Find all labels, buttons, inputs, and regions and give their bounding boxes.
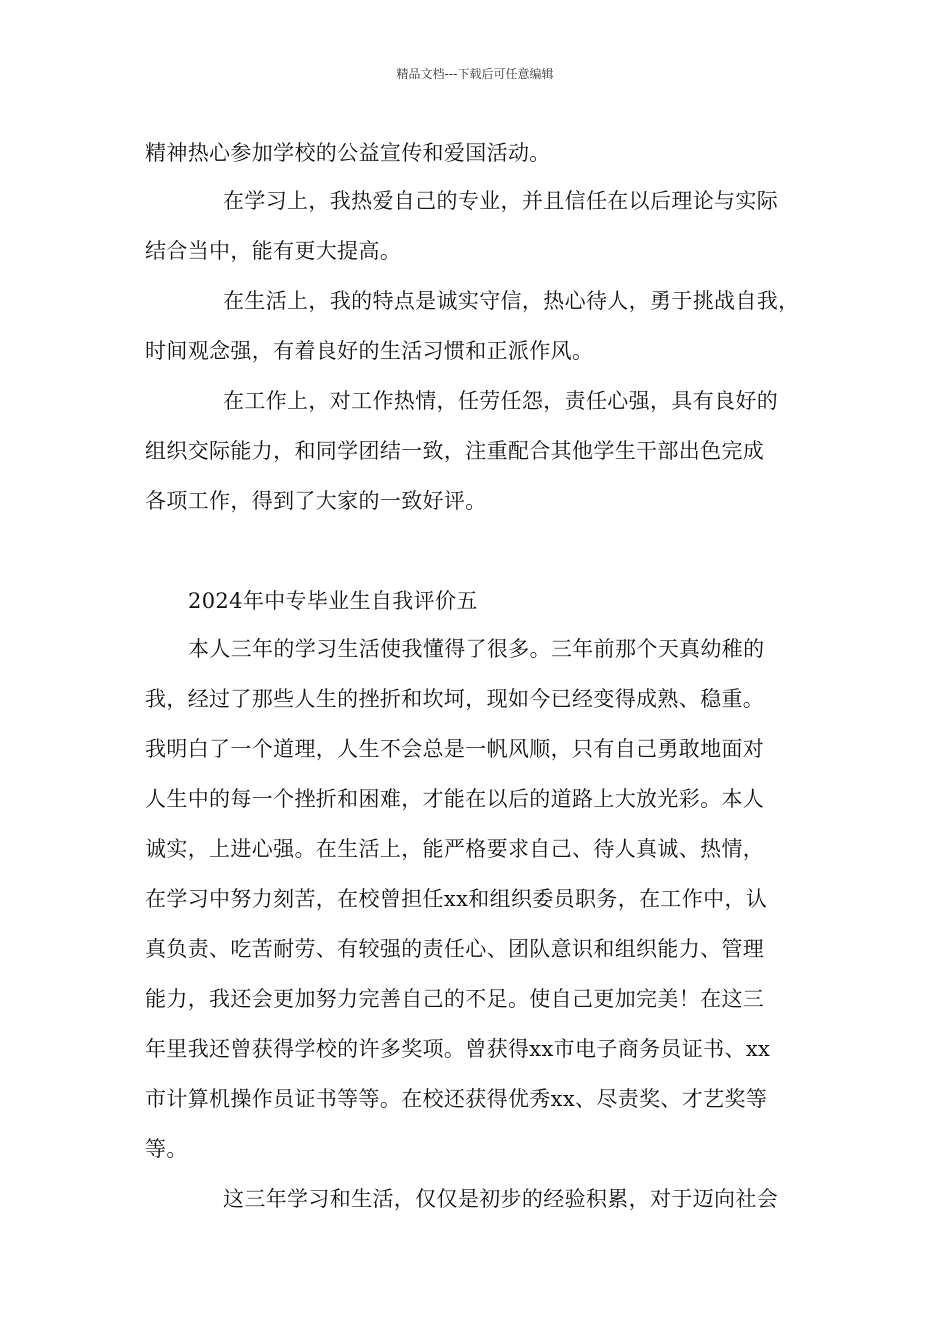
text-line: 年里我还曾获得学校的许多奖项。曾获得xx市电子商务员证书、xx: [145, 1037, 771, 1061]
page-header: 精品文档---下载后可任意编辑: [396, 67, 554, 81]
text-line: 时间观念强，有着良好的生活习惯和正派作风。: [145, 339, 594, 363]
text-line: 人生中的每一个挫折和困难，才能在以后的道路上大放光彩。本人: [145, 787, 765, 811]
text-line: 市计算机操作员证书等等。在校还获得优秀xx、尽责奖、才艺奖等: [145, 1087, 768, 1111]
text-line: 本人三年的学习生活使我懂得了很多。三年前那个天真幼稚的: [188, 637, 765, 661]
text-line: 这三年学习和生活，仅仅是初步的经验积累，对于迈向社会: [223, 1187, 779, 1211]
text-line: 各项工作，得到了大家的一致好评。: [145, 489, 487, 513]
text-line: 结合当中，能有更大提高。: [145, 239, 402, 263]
text-line: 真负责、吃苦耐劳、有较强的责任心、团队意识和组织能力、管理: [145, 937, 765, 961]
text-line: 在学习中努力刻苦，在校曾担任xx和组织委员职务，在工作中，认: [145, 887, 768, 911]
text-line: 在工作上，对工作热情，任劳任怨，责任心强，具有良好的: [223, 389, 779, 413]
text-line: 精神热心参加学校的公益宣传和爱国活动。: [145, 141, 551, 165]
section-title: 2024年中专毕业生自我评价五: [188, 589, 478, 613]
text-line: 诚实，上进心强。在生活上，能严格要求自己、待人真诚、热情，: [145, 837, 765, 861]
text-line: 在生活上，我的特点是诚实守信，热心待人，勇于挑战自我，: [223, 289, 800, 313]
text-line: 组织交际能力，和同学团结一致，注重配合其他学生干部出色完成: [145, 439, 765, 463]
text-line: 在学习上，我热爱自己的专业，并且信任在以后理论与实际: [223, 189, 779, 213]
text-line: 能力，我还会更加努力完善自己的不足。使自己更加完美！在这三: [145, 987, 765, 1011]
text-line: 等。: [145, 1137, 188, 1161]
text-line: 我，经过了那些人生的挫折和坎坷，现如今已经变得成熟、稳重。: [145, 687, 765, 711]
text-line: 我明白了一个道理，人生不会总是一帆风顺，只有自己勇敢地面对: [145, 737, 765, 761]
